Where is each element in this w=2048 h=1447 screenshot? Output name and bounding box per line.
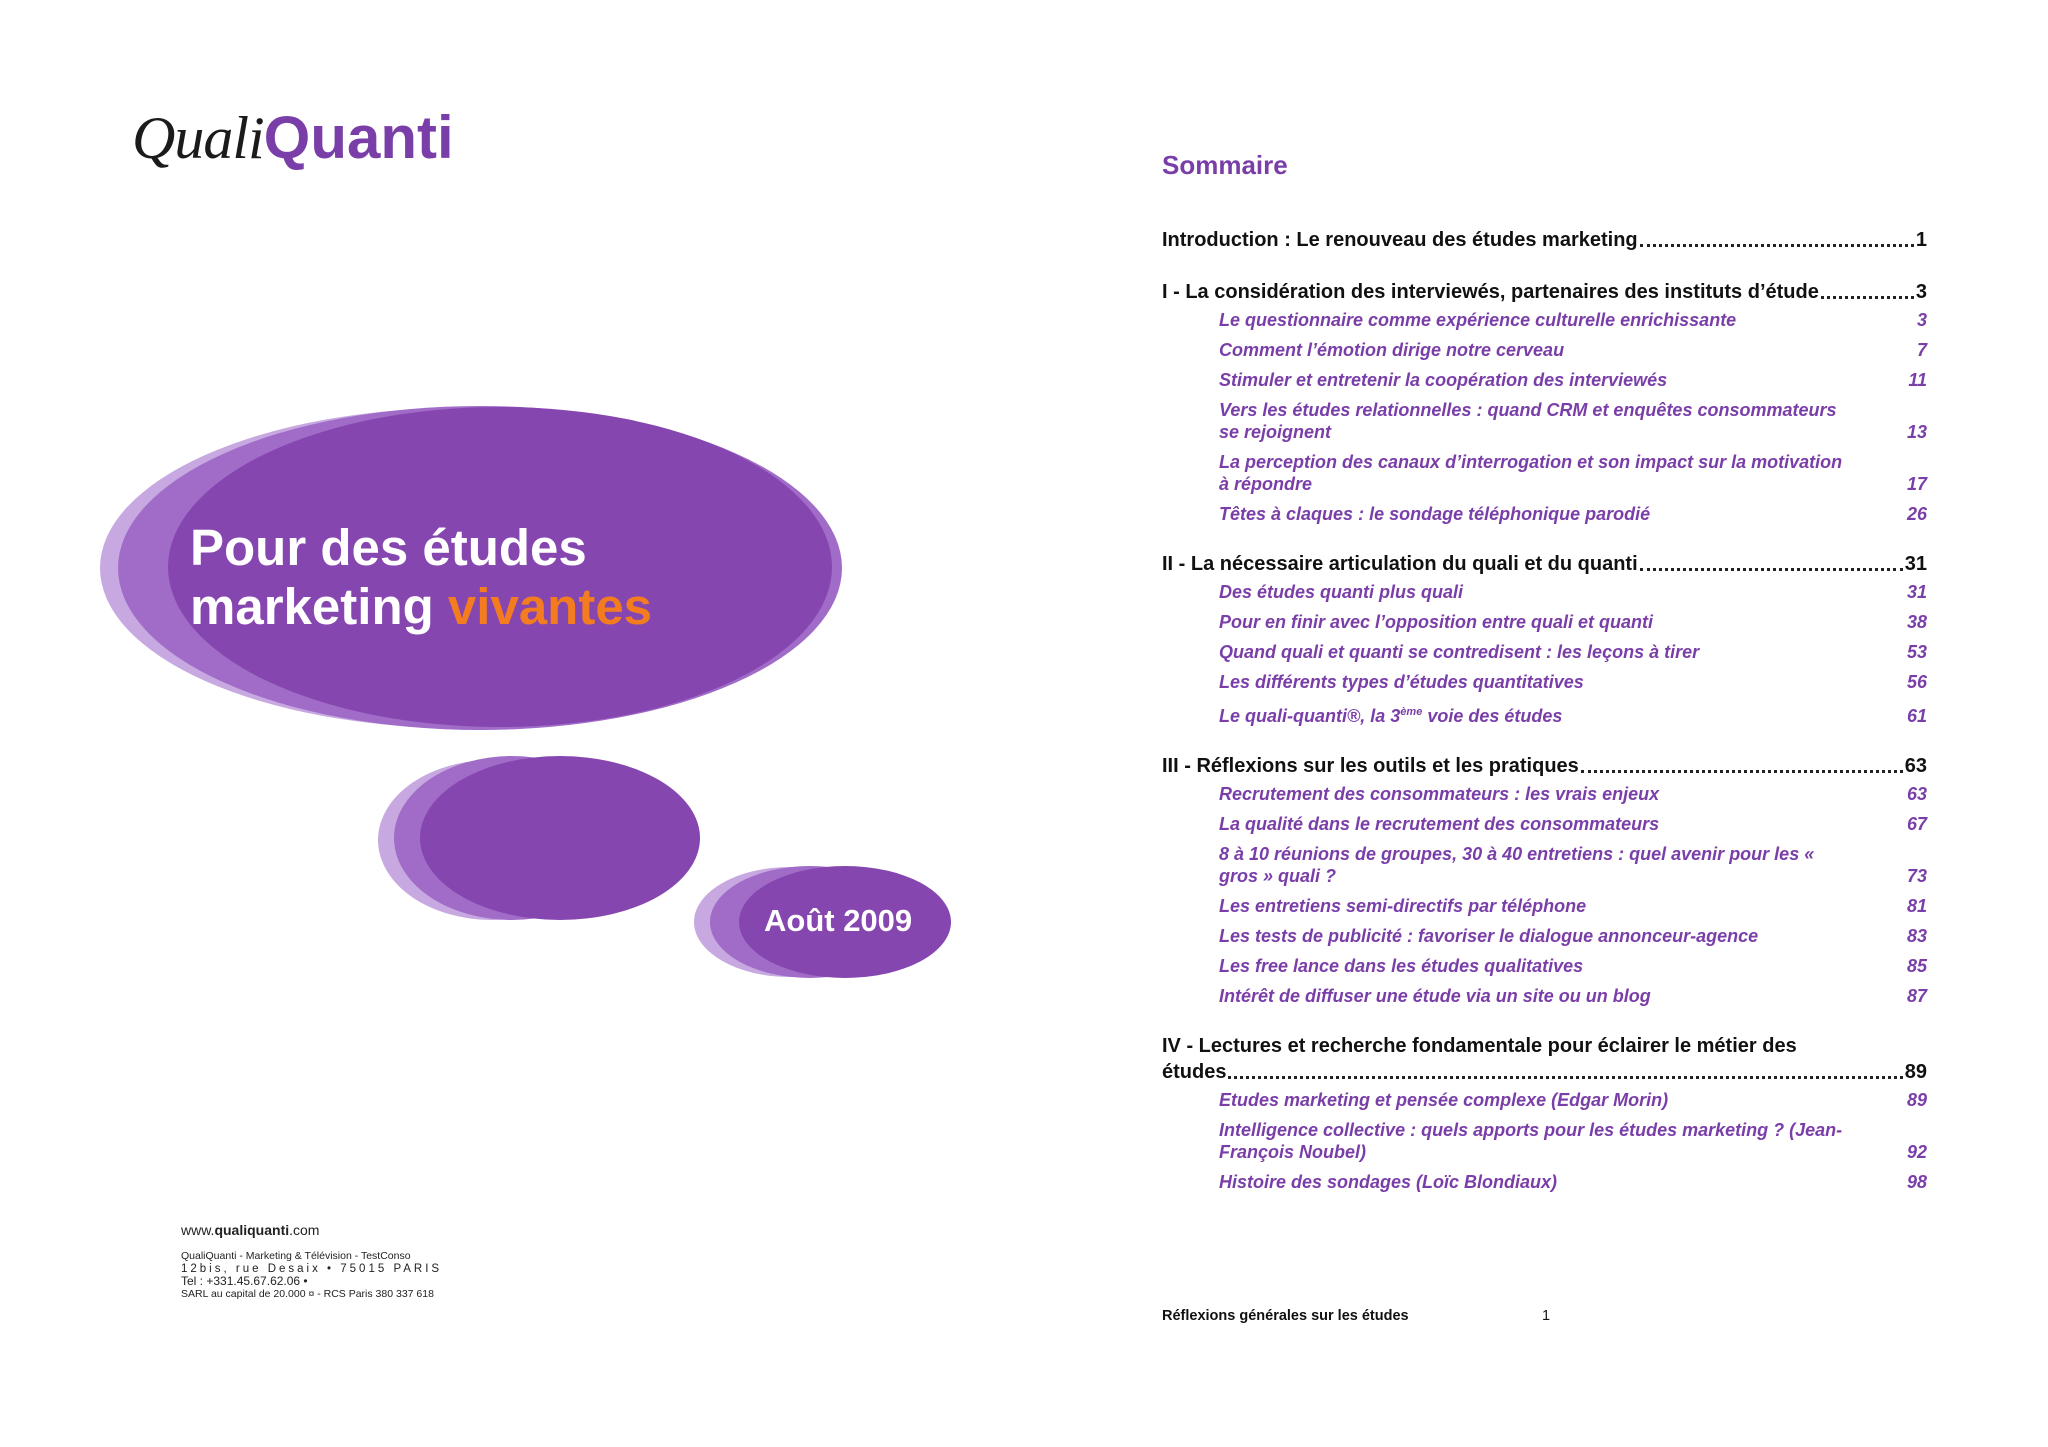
toc-entry-superscript: ème	[1400, 706, 1423, 718]
toc-entry-page: 89	[1906, 1090, 1927, 1110]
toc-entry-page: 17	[1906, 474, 1927, 494]
toc-entry-title: Intelligence collective : quels apports pour les études marketing ? (Jean-François Noubel)	[1219, 1120, 1843, 1162]
toc-entry[interactable]	[1219, 611, 1927, 633]
toc-entry-title-end: voie des études	[1422, 706, 1563, 726]
toc-entry-title: Comment l’émotion dirige notre cerveau	[1219, 340, 1565, 360]
toc-entry-page: 11	[1908, 370, 1927, 390]
toc-entry[interactable]	[1219, 369, 1927, 391]
toc-section-2	[1162, 551, 1927, 727]
toc-intro	[1162, 227, 1927, 253]
toc-section-title: I - La considération des interviewés, partenaires des instituts d’étude	[1162, 281, 1819, 303]
website-suffix: .com	[289, 1222, 320, 1238]
toc-entry-page: 73	[1906, 866, 1927, 886]
toc-section-4	[1162, 1033, 1927, 1193]
contact-line-phone: Tel : +331.45.67.62.06 •	[181, 1274, 308, 1288]
toc-section-page: 3	[1915, 281, 1927, 303]
toc-section-1	[1162, 279, 1927, 525]
toc-entry[interactable]	[1219, 813, 1927, 835]
toc-entry[interactable]	[1219, 895, 1927, 917]
toc-entry-title: Intérêt de diffuser une étude via un site ou un blog	[1219, 986, 1651, 1006]
toc-entry[interactable]	[1219, 671, 1927, 693]
page-footer-text: Réflexions générales sur les études	[1162, 1308, 1409, 1324]
toc-entry-page: 31	[1906, 582, 1927, 602]
cover-title-marketing: marketing	[190, 578, 448, 635]
logo-part-quali: Quali	[132, 105, 264, 171]
toc-section-3	[1162, 753, 1927, 1007]
toc-entry-page: 67	[1906, 814, 1927, 834]
toc-section-title-line2: études	[1162, 1061, 1227, 1083]
toc-entry-page: 61	[1906, 706, 1927, 726]
toc-entry[interactable]	[1219, 451, 1927, 495]
website-prefix: www.	[181, 1222, 215, 1238]
cover-date: Août 2009	[764, 903, 913, 938]
toc-section-title-line1: IV - Lectures et recherche fondamentale pour éclairer le métier des	[1162, 1035, 1797, 1057]
toc-section-title: II - La nécessaire articulation du quali et du quanti	[1162, 553, 1638, 575]
toc-entry-page: 26	[1906, 504, 1927, 524]
toc-entry-title: Les free lance dans les études qualitatives	[1219, 956, 1584, 976]
toc-entry-title: Le questionnaire comme expérience culturelle enrichissante	[1219, 310, 1737, 330]
toc-section-title-row2	[1162, 1059, 1927, 1085]
toc-entry-title: 8 à 10 réunions de groupes, 30 à 40 entretiens : quel avenir pour les « gros » quali ?	[1219, 844, 1815, 886]
toc-entry-title: Etudes marketing et pensée complexe (Edgar Morin)	[1219, 1090, 1669, 1110]
toc-section-heading[interactable]	[1162, 1033, 1927, 1085]
table-of-contents	[1162, 150, 1927, 1219]
logo-part-quanti: Quanti	[263, 104, 454, 171]
toc-section-intro[interactable]	[1162, 227, 1927, 253]
contact-line-address: 12bis, rue Desaix • 75015 PARIS	[181, 1263, 443, 1275]
toc-entry-title: Les différents types d’études quantitatives	[1219, 672, 1584, 692]
toc-entry-page: 13	[1906, 422, 1927, 442]
toc-entry-title: Le quali-quanti®, la 3	[1219, 706, 1401, 726]
toc-entry-title: Histoire des sondages (Loïc Blondiaux)	[1219, 1172, 1558, 1192]
toc-entry-title: Pour en finir avec l’opposition entre quali et quanti	[1219, 612, 1654, 632]
toc-entry-title: La perception des canaux d’interrogation et son impact sur la motivation à répondre	[1219, 452, 1843, 494]
toc-entry-title: Stimuler et entretenir la coopération des interviewés	[1219, 370, 1668, 390]
website-link[interactable]	[181, 1222, 442, 1238]
toc-entry-page: 56	[1906, 672, 1927, 692]
toc-leader-dots	[1640, 568, 1903, 571]
toc-leader-dots	[1640, 244, 1914, 247]
toc-section-title: Introduction : Le renouveau des études marketing	[1162, 229, 1638, 251]
toc-section-page: 63	[1904, 755, 1927, 777]
contact-line-legal: SARL au capital de 20.000 ¤ - RCS Paris 380 337 618	[181, 1288, 434, 1300]
toc-entry-page: 63	[1906, 784, 1927, 804]
toc-entry-title: La qualité dans le recrutement des consommateurs	[1219, 814, 1660, 834]
toc-entry-title: Vers les études relationnelles : quand CRM et enquêtes consommateurs se rejoignent	[1219, 400, 1837, 442]
toc-entry-title: Têtes à claques : le sondage téléphonique parodié	[1219, 504, 1651, 524]
toc-entry[interactable]	[1219, 955, 1927, 977]
toc-entry[interactable]	[1219, 1119, 1927, 1163]
toc-entry[interactable]	[1219, 925, 1927, 947]
website-name: qualiquanti	[214, 1222, 290, 1238]
toc-entry-page: 87	[1906, 986, 1927, 1006]
toc-entry-page: 83	[1906, 926, 1927, 946]
toc-entry-page: 3	[1916, 310, 1927, 330]
toc-entry[interactable]	[1219, 843, 1927, 887]
toc-section-heading[interactable]	[1162, 551, 1927, 577]
toc-section-heading[interactable]	[1162, 279, 1927, 305]
toc-entry-page: 7	[1916, 340, 1927, 360]
mid-bubble	[420, 756, 700, 920]
toc-section-page: 89	[1904, 1061, 1927, 1083]
cover-title	[190, 518, 652, 636]
toc-entry-page: 38	[1906, 612, 1927, 632]
toc-entry[interactable]	[1219, 309, 1927, 331]
toc-entry[interactable]	[1219, 1171, 1927, 1193]
cover-title-accent: vivantes	[447, 578, 653, 635]
toc-entry-title: Les entretiens semi-directifs par téléphone	[1219, 896, 1587, 916]
toc-entry[interactable]	[1219, 985, 1927, 1007]
toc-section-heading[interactable]	[1162, 753, 1927, 779]
toc-section-page: 1	[1915, 229, 1927, 251]
toc-title: Sommaire	[1162, 150, 1288, 180]
toc-entry[interactable]	[1219, 581, 1927, 603]
toc-entry-page: 85	[1906, 956, 1927, 976]
toc-entry-title: Quand quali et quanti se contredisent : les leçons à tirer	[1219, 642, 1700, 662]
toc-entry[interactable]	[1219, 339, 1927, 361]
contact-block	[181, 1222, 442, 1301]
toc-entry-title: Les tests de publicité : favoriser le dialogue annonceur-agence	[1219, 926, 1759, 946]
contact-line-company: QualiQuanti - Marketing & Télévision - TestConso	[181, 1250, 411, 1262]
toc-section-title: III - Réflexions sur les outils et les pratiques	[1162, 755, 1579, 777]
toc-entry[interactable]	[1219, 701, 1927, 727]
toc-entry[interactable]	[1219, 783, 1927, 805]
cover-title-line2	[190, 577, 652, 636]
toc-entry-page: 92	[1906, 1142, 1927, 1162]
toc-leader-dots	[1821, 296, 1914, 299]
toc-section-page: 31	[1904, 553, 1927, 575]
toc-entry-page: 81	[1906, 896, 1927, 916]
cover-title-line1: Pour des études	[190, 519, 587, 576]
toc-entry-title: Des études quanti plus quali	[1219, 582, 1464, 602]
toc-leader-dots	[1228, 1076, 1902, 1079]
toc-entry[interactable]	[1219, 399, 1927, 443]
toc-entry[interactable]	[1219, 503, 1927, 525]
toc-entry-page: 98	[1906, 1172, 1927, 1192]
toc-entry[interactable]	[1219, 1089, 1927, 1111]
toc-entry[interactable]	[1219, 641, 1927, 663]
toc-entry-title: Recrutement des consommateurs : les vrais enjeux	[1219, 784, 1660, 804]
toc-entry-page: 53	[1906, 642, 1927, 662]
page-number: 1	[1542, 1308, 1551, 1324]
toc-leader-dots	[1581, 770, 1903, 773]
